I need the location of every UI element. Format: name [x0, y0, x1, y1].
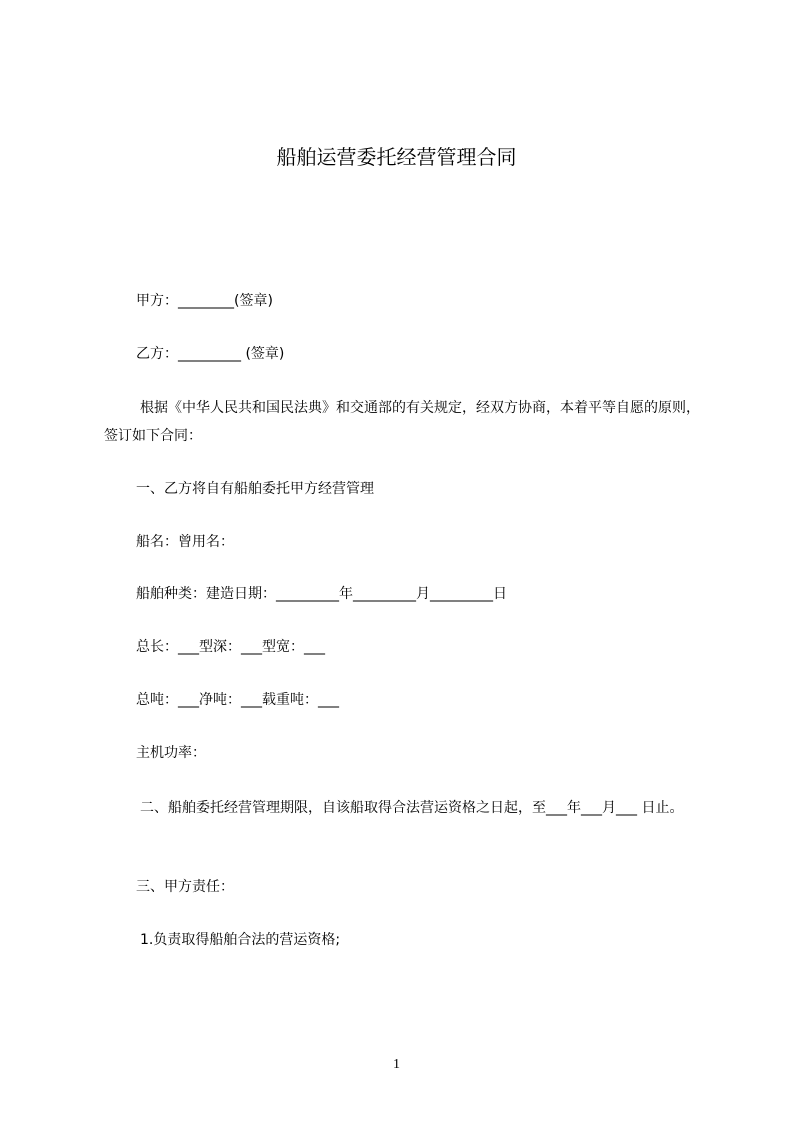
- party-a-line: 甲方：________(签章): [136, 293, 273, 309]
- ship-name-line: 船名：曾用名：: [136, 534, 234, 550]
- engine-power-line: 主机功率：: [136, 745, 206, 761]
- section-3-item-1: 1.负责取得船舶合法的营运资格;: [140, 932, 341, 948]
- section-3-heading: 三、甲方责任：: [136, 879, 234, 895]
- section-2-paragraph: 二、船舶委托经营管理期限，自该船取得合法营运资格之日起，至___年___月___ 日止。: [140, 800, 684, 816]
- ship-type-line: 船舶种类：建造日期：_________年_________月_________日: [136, 586, 507, 602]
- section-1-heading: 一、乙方将自有船舶委托甲方经营管理: [136, 481, 374, 497]
- document-title: 船舶运营委托经营管理合同: [276, 145, 517, 169]
- dimensions-line: 总长：___型深：___型宽：___: [136, 639, 325, 655]
- party-b-line: 乙方：_________ (签章): [136, 346, 285, 362]
- preamble-paragraph: 根据《中华人民共和国民法典》和交通部的有关规定，经双方协商，本着平等自愿的原则，签订如下合同：: [104, 400, 700, 444]
- tonnage-line: 总吨：___净吨：___载重吨：___: [136, 692, 339, 708]
- page-number: 1: [393, 1057, 400, 1072]
